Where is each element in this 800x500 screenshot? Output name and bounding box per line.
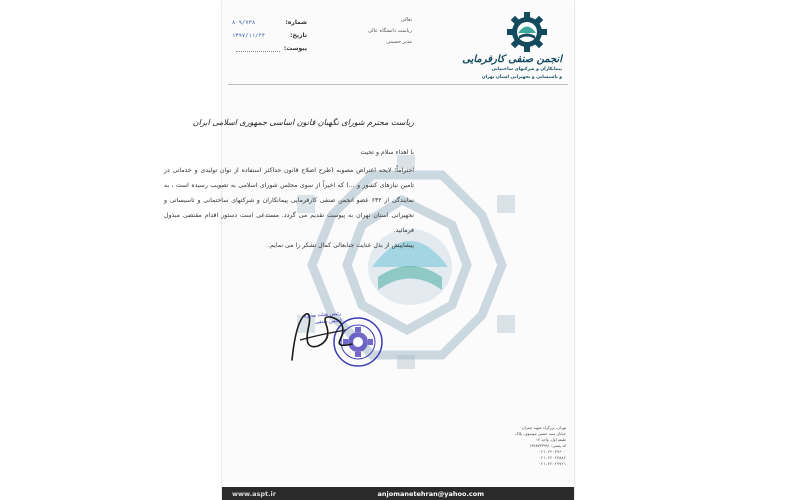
organization-subtitle-line: و تاسیساتی و تجهیزاتی استان تهران bbox=[481, 75, 562, 80]
letter-body bbox=[164, 145, 414, 253]
organization-subtitle-line: پیمانکاران و شرکتهای ساختمانی bbox=[491, 67, 562, 72]
address-line: طبقه اول، واحد ۱۲ bbox=[536, 437, 566, 442]
number-label: شماره: bbox=[285, 19, 307, 26]
phone-line: ۰۲۱-۲۲۰۲۹۷۲۱ bbox=[538, 461, 566, 466]
attachment-blank bbox=[236, 45, 280, 52]
letter-meta bbox=[232, 16, 307, 55]
address-line: تهران، بزرگراه شهید چمران bbox=[521, 425, 566, 430]
letter-paragraph: احتراماً؛ لایحه اعتراض مصوبه (طرح اصلاح قانون حداکثر استفاده از توان تولیدی و خدماتی در تامین نیازهای کشور و ...) که اخیراً از سوی مجلس شورای اسلامی به تصویب رسیده است ، به نمایندگی از ۶۴۲ عضو انجمن صنفی کارفرمایی پیمانکاران و شرکتهای ساختمانی و تاسیساتی و تجهیزاتی استان تهران به پیوست تقدیم می گردد. مستدعی است دستور اقدام مقتضی مبذول فرمائید. bbox=[164, 167, 415, 234]
email-link[interactable]: anjomanetehran@yahoo.com bbox=[377, 489, 484, 498]
letter-salutation: ریاست محترم شورای نگهبان قانون اساسی جمهوری اسلامی ایران bbox=[192, 118, 414, 127]
attachment-row bbox=[232, 42, 307, 55]
date-label: تاریخ: bbox=[290, 32, 307, 39]
address-block bbox=[500, 425, 566, 467]
letter-greeting: با اهداء سلام و تحیت bbox=[360, 149, 414, 156]
date-value: ۱۳۹۷/۱۱/۲۴ bbox=[232, 32, 266, 39]
letter-paragraph: پیشاپیش از بذل عنایت جنابعالی کمال تشکر را می نمایم. bbox=[268, 242, 414, 249]
date-row bbox=[232, 29, 307, 42]
top-center-line: مدیر حسینی bbox=[386, 39, 412, 45]
header-divider bbox=[228, 84, 568, 85]
top-center-notes bbox=[352, 15, 412, 48]
phone-line: ۰۲۱-۲۲۰۲۴۵۸۴ bbox=[538, 455, 566, 460]
address-line: کد پستی: ۱۹۹۸۷۳۳۹۹۱ bbox=[529, 443, 566, 448]
footer-bar bbox=[222, 487, 574, 500]
number-row bbox=[232, 16, 307, 29]
attachment-label: پیوست: bbox=[283, 45, 307, 52]
website-link[interactable]: www.aspt.ir bbox=[232, 489, 276, 498]
signature-caption bbox=[304, 311, 342, 328]
top-center-line: ریاست دانشگاه عالی bbox=[367, 28, 412, 34]
signature-line: رئیس هیئت مدیره bbox=[303, 310, 342, 320]
number-value: ۸۰۹/۷۳۸ bbox=[232, 19, 256, 26]
letter-page bbox=[164, 0, 574, 500]
organization-name: انجمن صنفی کارفرمایی bbox=[462, 54, 562, 65]
organization-logo bbox=[462, 12, 562, 81]
phone-line: ۰۲۱-۲۲۰۳۹۶۰۰ bbox=[538, 449, 566, 454]
top-center-line: تعالی bbox=[400, 17, 412, 23]
signature-line: انجمن صنفی bbox=[314, 317, 342, 326]
logo-gear-icon bbox=[507, 12, 547, 52]
address-line: خیابان سید حسین موسوی، پلاک bbox=[515, 431, 566, 436]
handwritten-signature bbox=[282, 300, 372, 370]
